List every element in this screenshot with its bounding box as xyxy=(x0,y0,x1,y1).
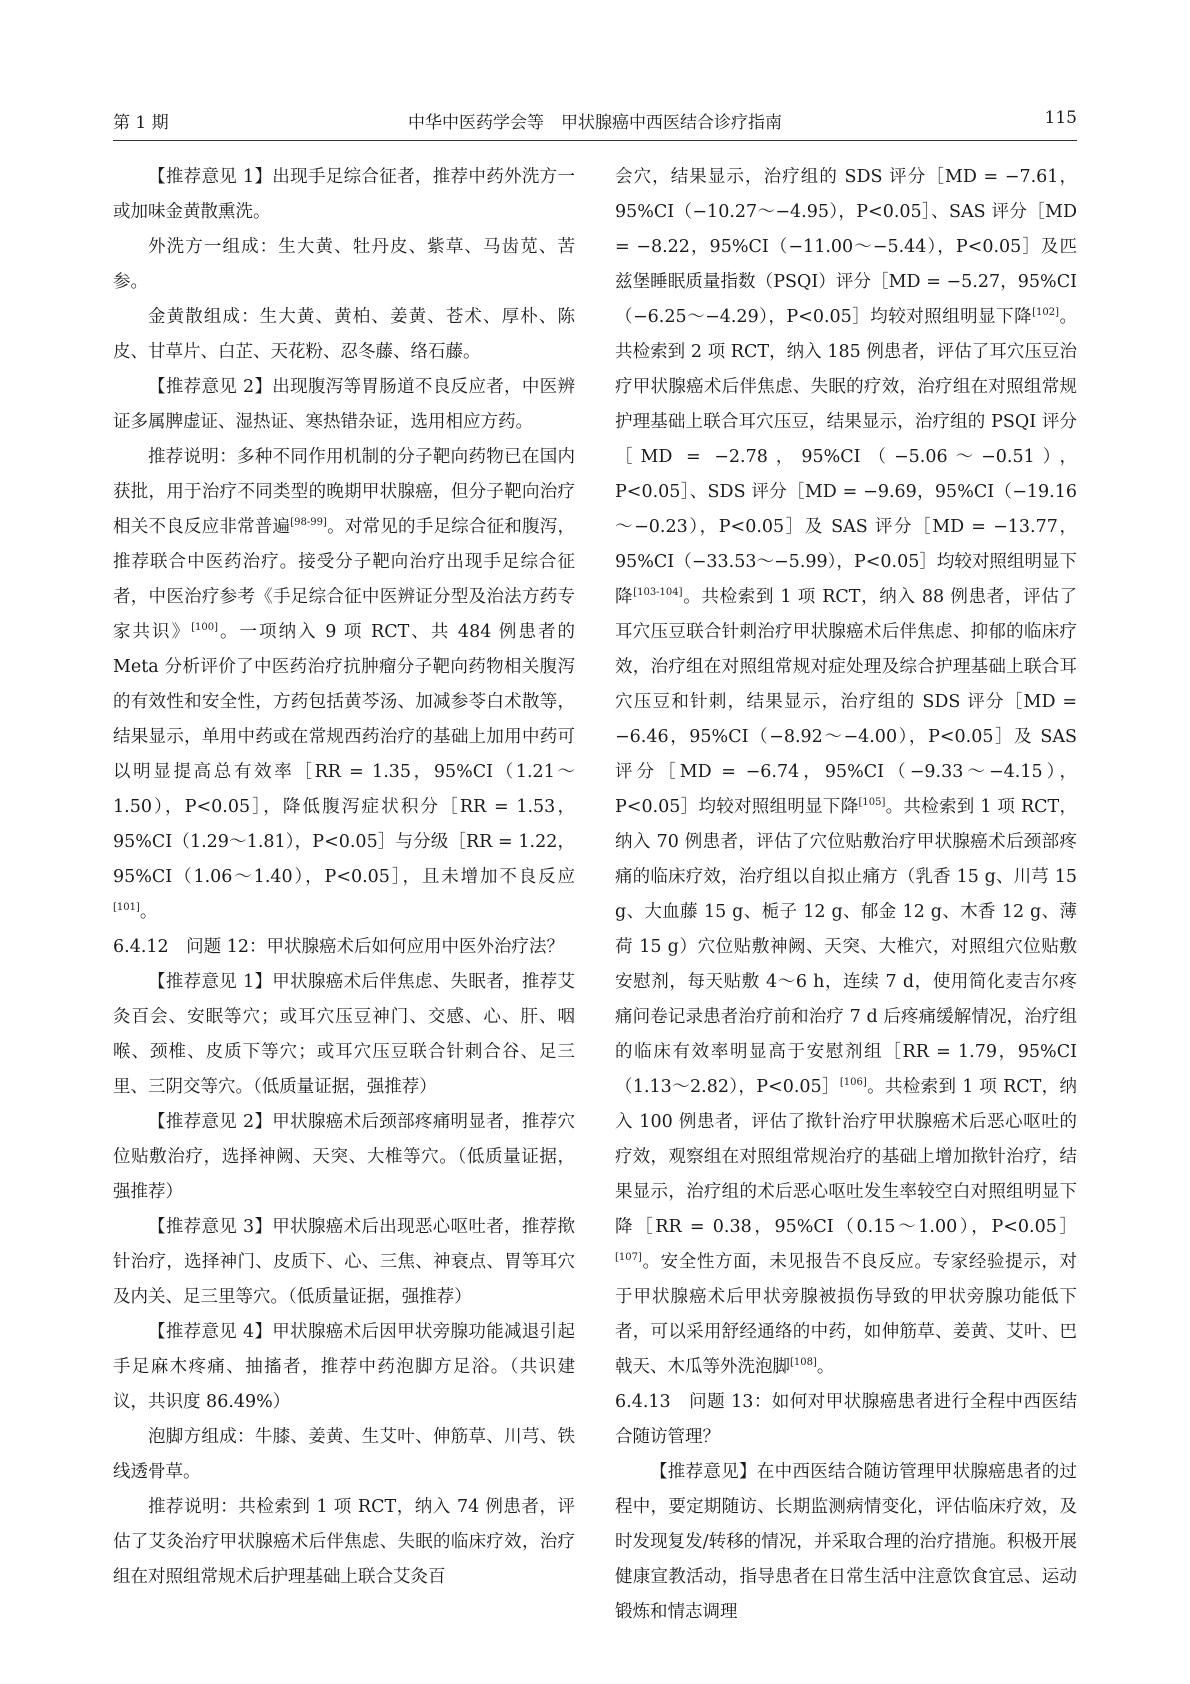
citation: [100] xyxy=(191,622,218,633)
evidence-paragraph: 会穴，结果显示，治疗组的 SDS 评分［MD = −7.61，95%CI（−10.27～−4.95），P<0.05］、SAS 评分［MD = −8.22，95%CI（−11.00～−5.44），P<0.05］及匹兹堡睡眠质量指数（PSQI）评分［MD = −5.27，95%CI（−6.25～−4.29），P<0.05］均较对照组明显下降[102]。共检索到 2 项 RCT，纳入 185 例患者，评估了耳穴压豆治疗甲状腺癌术后伴焦虑、失眠的疗效，治疗组在对照组常规护理基础上联合耳穴压豆，结果显示，治疗组的 PSQI 评分［MD = −2.78，95%CI（−5.06～−0.51），P<0.05］、SDS 评分［MD = −9.69，95%CI（−19.16～−0.23），P<0.05］及 SAS 评分［MD = −13.77，95%CI（−33.53～−5.99），P<0.05］均较对照组明显下降[103-104]。共检索到 1 项 RCT，纳入 88 例患者，评估了耳穴压豆联合针刺治疗甲状腺癌术后伴焦虑、抑郁的临床疗效，治疗组在对照组常规对症处理及综合护理基础上联合耳穴压豆和针刺，结果显示，治疗组的 SDS 评分［MD = −6.46，95%CI（−8.92～−4.00），P<0.05］及 SAS 评分［MD = −6.74，95%CI（−9.33～−4.15），P<0.05］均较对照组明显下降[105]。共检索到 1 项 RCT，纳入 70 例患者，评估了穴位贴敷治疗甲状腺癌术后颈部疼痛的临床疗效，治疗组以自拟止痛方（乳香 15 g、川芎 15 g、大血藤 15 g、栀子 12 g、郁金 12 g、木香 12 g、薄荷 15 g）穴位贴敷神阙、天突、大椎穴，对照组穴位贴敷安慰剂，每天贴敷 4～6 h，连续 7 d，使用简化麦吉尔疼痛问卷记录患者治疗前和治疗 7 d 后疼痛缓解情况，治疗组的临床有效率明显高于安慰剂组［RR = 1.79，95%CI（1.13～2.82），P<0.05］[106]。共检索到 1 项 RCT，纳入 100 例患者，评估了揿针治疗甲状腺癌术后恶心呕吐的疗效，观察组在对照组常规治疗的基础上增加揿针治疗，结果显示，治疗组的术后恶心呕吐发生率较空白对照组明显下降［RR = 0.38，95%CI（0.15～1.00），P<0.05］[107]。安全性方面，未见报告不良反应。专家经验提示，对于甲状腺癌术后甲状旁腺被损伤导致的甲状旁腺功能低下者，可以采用舒经通络的中药，如伸筋草、姜黄、艾叶、巴戟天、木瓜等外洗泡脚[108]。 xyxy=(615,167,1078,1377)
recommendation-1-hand-foot: 【推荐意见 1】出现手足综合征者，推荐中药外洗方一或加味金黄散熏洗。 xyxy=(113,167,575,222)
citation: [108] xyxy=(790,1357,817,1368)
recommendation-1-anxiety: 【推荐意见 1】甲状腺癌术后伴焦虑、失眠者，推荐艾灸百会、安眠等穴；或耳穴压豆神门、交感、心、肝、咽喉、颈椎、皮质下等穴；或耳穴压豆联合针刺合谷、足三里、三阴交等穴。（低质量证据，强推荐） xyxy=(113,972,575,1097)
running-title: 中华中医药学会等 甲状腺癌中西医结合诊疗指南 xyxy=(408,113,782,133)
left-column xyxy=(113,160,576,1587)
citation: [101] xyxy=(113,902,140,913)
recommendation-2-neck-pain: 【推荐意见 2】甲状腺癌术后颈部疼痛明显者，推荐穴位贴敷治疗，选择神阙、天突、大椎等穴。（低质量证据，强推荐） xyxy=(113,1112,575,1202)
formula-jinhuang: 金黄散组成：生大黄、黄柏、姜黄、苍术、厚朴、陈皮、甘草片、白芷、天花粉、忍冬藤、络石藤。 xyxy=(113,307,575,362)
recommendation-2-diarrhea: 【推荐意见 2】出现腹泻等胃肠道不良反应者，中医辨证多属脾虚证、湿热证、寒热错杂证，选用相应方药。 xyxy=(113,377,575,432)
recommendation-3-nausea: 【推荐意见 3】甲状腺癌术后出现恶心呕吐者，推荐揿针治疗，选择神门、皮质下、心、三焦、神衰点、胃等耳穴及内关、足三里等穴。（低质量证据，强推荐） xyxy=(113,1217,575,1307)
citation: [107] xyxy=(615,1252,642,1263)
recommendation-follow-up: 【推荐意见】在中西医结合随访管理甲状腺癌患者的过程中，要定期随访、长期监测病情变化，评估临床疗效，及时发现复发/转移的情况，并采取合理的治疗措施。积极开展健康宣教活动，指导患者在日常生活中注意饮食宜忌、运动锻炼和情志调理 xyxy=(615,1462,1077,1622)
right-column xyxy=(615,160,1078,1622)
page-number: 115 xyxy=(1044,108,1077,128)
citation: [102] xyxy=(1032,307,1060,318)
section-heading-6-4-13: 6.4.13 问题 13：如何对甲状腺癌患者进行全程中西医结合随访管理？ xyxy=(615,1392,1077,1447)
citation: [98-99] xyxy=(290,517,327,528)
section-heading-6-4-12: 6.4.12 问题 12：甲状腺癌术后如何应用中医外治疗法？ xyxy=(113,937,564,957)
citation: [105] xyxy=(858,797,886,808)
recommendation-4-hypoparathyroidism: 【推荐意见 4】甲状腺癌术后因甲状旁腺功能减退引起手足麻木疼痛、抽搐者，推荐中药泡脚方足浴。（共识建议，共识度 86.49%） xyxy=(113,1322,575,1412)
formula-foot-bath: 泡脚方组成：牛膝、姜黄、生艾叶、伸筋草、川芎、铁线透骨草。 xyxy=(113,1427,575,1482)
citation: [106] xyxy=(839,1077,867,1088)
explanation-targeted-therapy: 推荐说明：多种不同作用机制的分子靶向药物已在国内获批，用于治疗不同类型的晚期甲状腺癌，但分子靶向治疗相关不良反应非常普遍[98-99]。对常见的手足综合征和腹泻，推荐联合中医药治疗。接受分子靶向治疗出现手足综合征者，中医治疗参考《手足综合征中医辨证分型及治法方药专家共识》[100]。一项纳入 9 项 RCT、共 484 例患者的 Meta 分析评价了中医药治疗抗肿瘤分子靶向药物相关腹泻的有效性和安全性，方药包括黄芩汤、加减参苓白术散等，结果显示，单用中药或在常规西药治疗的基础上加用中药可以明显提高总有效率［RR = 1.35，95%CI（1.21～1.50），P<0.05］，降低腹泻症状积分［RR = 1.53，95%CI（1.29～1.81），P<0.05］与分级［RR = 1.22，95%CI（1.06～1.40），P<0.05］，且未增加不良反应[101]。 xyxy=(113,447,576,922)
explanation-moxibustion: 推荐说明：共检索到 1 项 RCT，纳入 74 例患者，评估了艾灸治疗甲状腺癌术后伴焦虑、失眠的临床疗效，治疗组在对照组常规术后护理基础上联合艾灸百 xyxy=(113,1497,575,1587)
formula-wash-1: 外洗方一组成：生大黄、牡丹皮、紫草、马齿苋、苦参。 xyxy=(113,237,575,292)
citation: [103-104] xyxy=(633,587,683,598)
header-rule xyxy=(113,140,1077,141)
running-header xyxy=(113,108,1077,142)
issue-number: 第 1 期 xyxy=(113,113,169,133)
